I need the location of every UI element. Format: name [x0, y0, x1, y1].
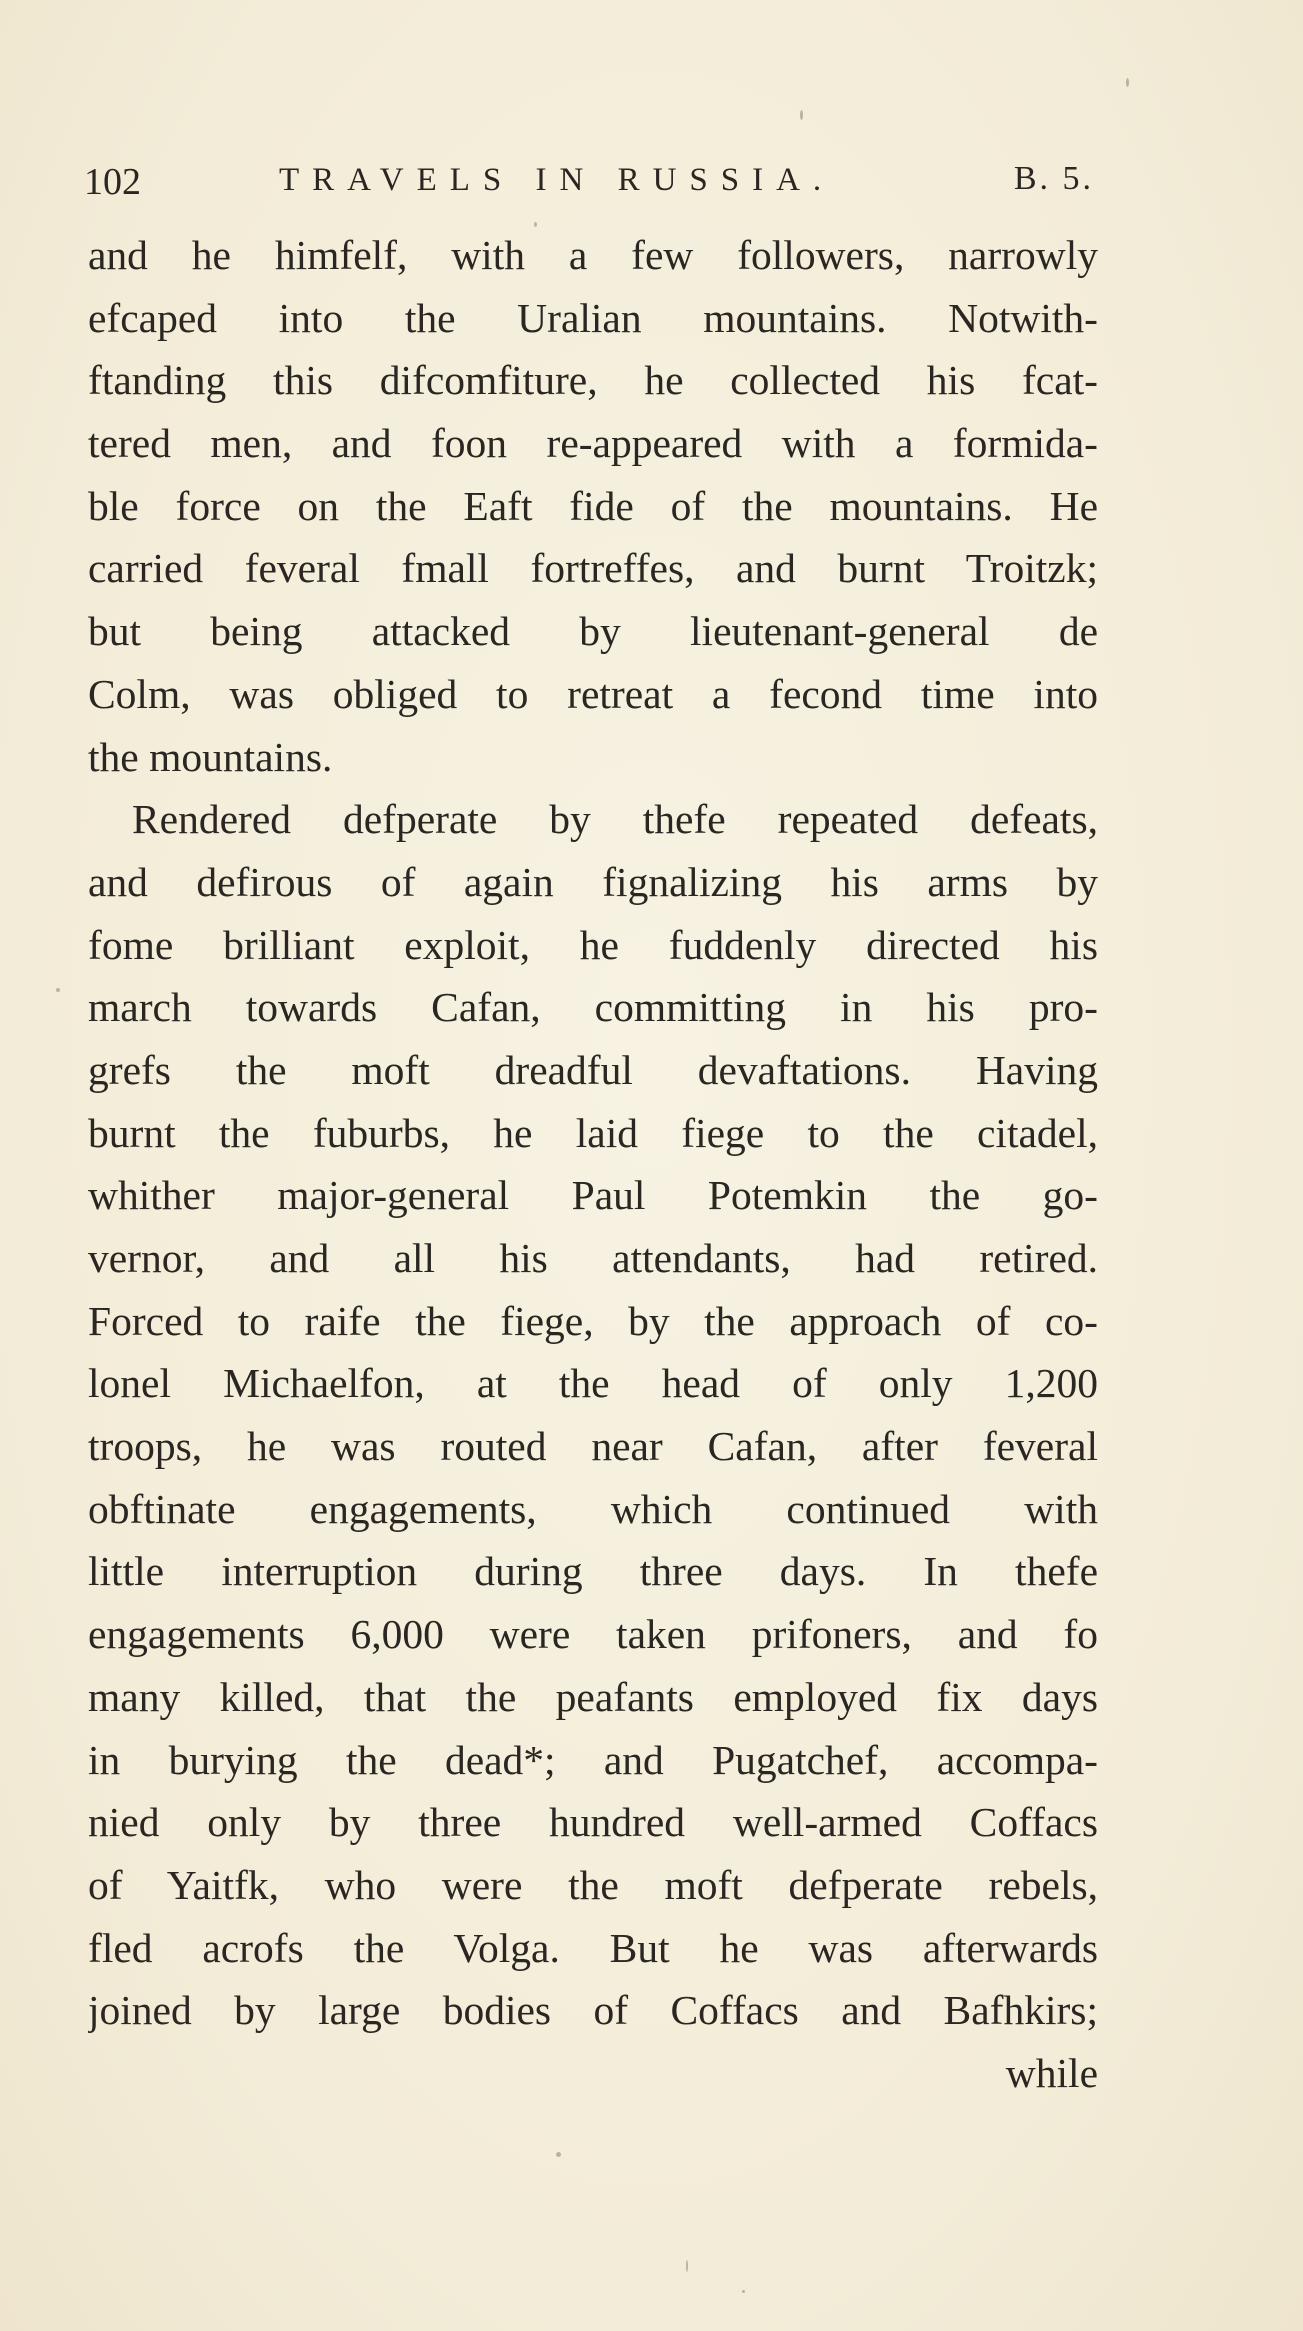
text-line: fled acrofs the Volga. But he was afterwards [88, 1924, 1098, 1971]
paper-speck [800, 110, 803, 120]
paper-speck [534, 222, 537, 227]
book-number: B. 5. [1013, 160, 1094, 197]
paragraph-start-line: Rendered defperate by thefe repeated defeats, [132, 796, 1098, 843]
body-text [88, 224, 1098, 2105]
text-line: lonel Michaelfon, at the head of only 1,200 [88, 1360, 1098, 1407]
text-line: little interruption during three days. In thefe [88, 1548, 1098, 1595]
paragraph-end-line: the mountains. [88, 733, 333, 780]
text-line: joined by large bodies of Coffacs and Bafhkirs; [88, 1987, 1098, 2034]
text-line: vernor, and all his attendants, had retired. [88, 1235, 1098, 1281]
paper-speck [56, 988, 60, 992]
paper-speck [1126, 78, 1129, 87]
paper-speck [556, 2152, 561, 2157]
text-line: ble force on the Eaft fide of the mountains. He [88, 482, 1098, 529]
text-line: and he himfelf, with a few followers, narrowly [88, 232, 1098, 278]
text-line: in burying the dead*; and Pugatchef, accompa- [88, 1736, 1098, 1783]
text-line: whither major-general Paul Potemkin the go- [88, 1172, 1098, 1219]
text-line: nied only by three hundred well-armed Coffacs [88, 1799, 1098, 1846]
running-title: TRAVELS IN RUSSIA. [279, 162, 835, 198]
text-line: engagements 6,000 were taken prifoners, and fo [88, 1611, 1098, 1658]
text-line: carried feveral fmall fortreffes, and burnt Troitzk; [88, 545, 1098, 592]
text-line: march towards Cafan, committing in his pro- [88, 984, 1098, 1031]
running-header [84, 160, 1094, 210]
text-line: ftanding this difcomfiture, he collected his fcat- [88, 357, 1098, 404]
text-line: obftinate engagements, which continued with [88, 1485, 1098, 1532]
page-number: 102 [84, 161, 141, 203]
text-line: grefs the moft dreadful devaftations. Having [88, 1046, 1098, 1093]
text-line: efcaped into the Uralian mountains. Notwith- [88, 294, 1098, 341]
text-line: of Yaitfk, who were the moft defperate rebels, [88, 1861, 1098, 1908]
text-line: and defirous of again fignalizing his arms by [88, 858, 1098, 905]
text-line: troops, he was routed near Cafan, after feveral [88, 1423, 1098, 1470]
catchword: while [1005, 2049, 1098, 2096]
text-line: fome brilliant exploit, he fuddenly directed his [88, 921, 1098, 968]
paper-speck [742, 2290, 745, 2293]
text-line: but being attacked by lieutenant-general de [88, 608, 1098, 655]
text-line: Forced to raife the fiege, by the approach of co- [88, 1297, 1098, 1344]
text-line: Colm, was obliged to retreat a fecond time into [88, 670, 1098, 717]
text-line: tered men, and foon re-appeared with a formida- [88, 420, 1098, 467]
paper-speck [686, 2260, 688, 2272]
text-line: many killed, that the peafants employed fix days [88, 1673, 1098, 1720]
text-line: burnt the fuburbs, he laid fiege to the citadel, [88, 1109, 1098, 1156]
